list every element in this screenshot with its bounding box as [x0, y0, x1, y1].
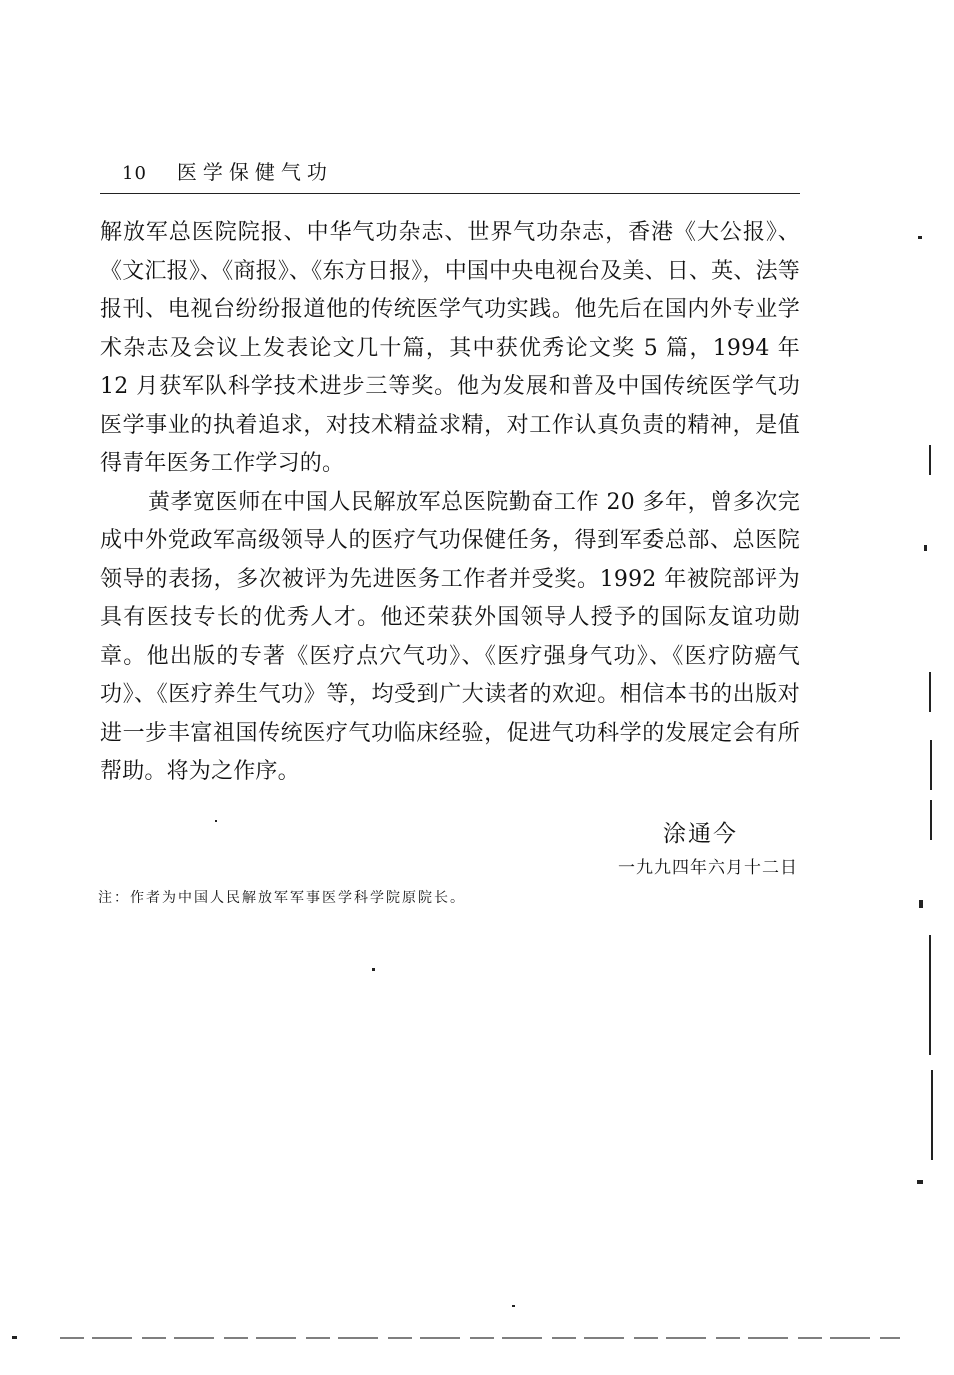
page-number: 10: [122, 163, 147, 184]
paragraph: 黄孝宽医师在中国人民解放军总医院勤奋工作 20 多年，曾多次完成中外党政军高级领导人的医疗气功保健任务，得到军委总部、总医院领导的表扬，多次被评为先进医务工作者并受奖。1992 年被院部评为具有医技专长的优秀人才。他还荣获外国领导人授予的国际友谊功勋章。他出版的专著《医疗点穴气功》、《医疗强身气功》、《医疗防癌气功》、《医疗养生气功》等，均受到广大读者的欢迎。相信本书的出版对进一步丰富祖国传统医疗气功临床经验，促进气功科学的发展定会有所帮助。将为之作序。: [100, 489, 800, 784]
paragraph: 解放军总医院院报、中华气功杂志、世界气功杂志，香港《大公报》、《文汇报》、《商报》、《东方日报》，中国中央电视台及美、日、英、法等报刊、电视台纷纷报道他的传统医学气功实践。他先后在国内外专业学术杂志及会议上发表论文几十篇，其中获优秀论文奖 5 篇，1994 年 12 月获军队科学技术进步三等奖。他为发展和普及中国传统医学气功医学事业的执着追求，对技术精益求精，对工作认真负责的精神，是值得青年医务工作学习的。: [100, 220, 800, 476]
author-signature: 涂通今: [663, 821, 738, 847]
running-title: 医学保健气功: [176, 160, 333, 184]
footnote: 注：作者为中国人民解放军军事医学科学院原院长。: [98, 890, 466, 906]
signature-date: 一九九四年六月十二日: [618, 858, 798, 878]
